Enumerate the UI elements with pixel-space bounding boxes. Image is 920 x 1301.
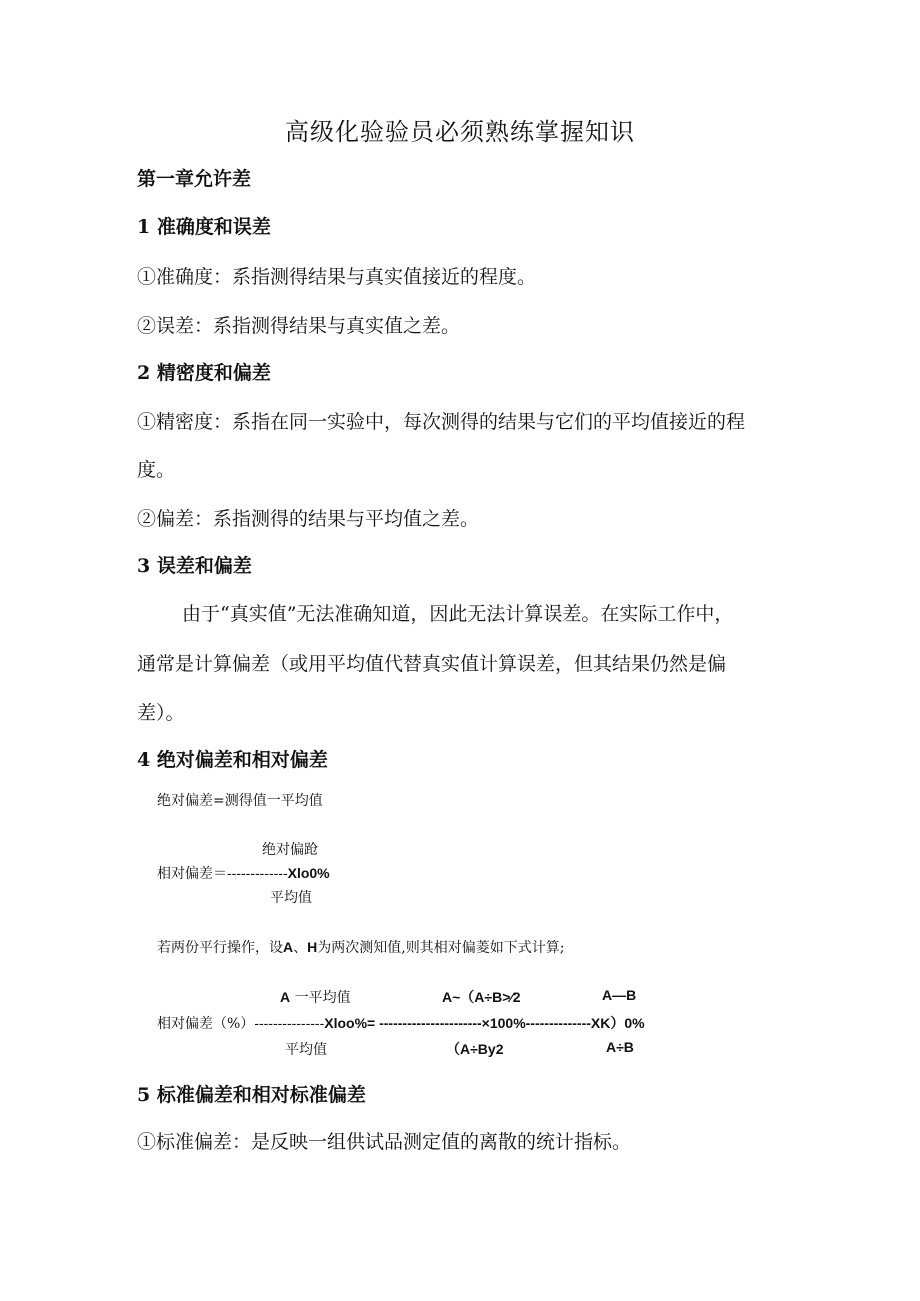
formula-denominator-2: （A÷By2 [446, 1041, 504, 1057]
section-1-item-2: ②误差：系指测得结果与真实值之差。 [137, 315, 461, 337]
relative-deviation-percent-formula [157, 1013, 645, 1033]
section-4-heading: 4 绝对偏差和相对偏差 [137, 749, 328, 771]
relative-deviation-denominator: 平均值 [270, 890, 312, 906]
absolute-deviation-formula: 绝对偏差=测得值一平均值 [157, 793, 323, 809]
section-3-line-2: 通常是计算偏差（或用平均值代替真实值计算误差，但其结果仍然是偏 [137, 653, 727, 675]
formula-label: 相对偏差（%） [157, 1016, 255, 1032]
relative-deviation-numerator: 绝对偏跄 [262, 842, 318, 858]
section-1-item-1: ①准确度：系指测得结果与真实值接近的程度。 [137, 266, 537, 288]
relative-deviation-label: 相对偏差＝ [157, 866, 227, 882]
section-5-heading: 5 标准偏差和相对标准偏差 [137, 1084, 366, 1106]
formula-numerator-1: A 一平均值 [280, 989, 351, 1006]
formula-line: Xloo%= ----------------------×100%--------------XK）0% [324, 1015, 645, 1031]
section-3-line-3: 差）。 [137, 702, 185, 724]
formula-denominator-1: 平均值 [285, 1042, 327, 1058]
formula-fraction-bar: --------------- [254, 1015, 325, 1031]
section-2-item-1-line-2: 度。 [137, 459, 176, 481]
section-2-item-1-line-1: ①精密度：系指在同一实验中，每次测得的结果与它们的平均值接近的程 [137, 411, 746, 433]
section-1-heading: 1 准确度和误差 [137, 216, 271, 238]
section-3-line-1: 由于“真实值”无法准确知道，因此无法计算误差。在实际工作中， [182, 603, 734, 625]
formula-denominator-3: A÷B [606, 1039, 634, 1055]
percent-multiplier: Xlo0% [287, 865, 330, 881]
fraction-bar: ------------- [227, 865, 288, 881]
formula-numerator-3: A—B [602, 987, 637, 1003]
section-2-item-2: ②偏差：系指测得的结果与平均值之差。 [137, 508, 480, 530]
parallel-operation-paragraph: 若两份平行操作，设A、H为两次测知值,则其相对偏菱如下式计算; [157, 939, 565, 956]
section-3-heading: 3 误差和偏差 [137, 555, 252, 577]
section-5-item-1: ①标准偏差：是反映一组供试品测定值的离散的统计指标。 [137, 1131, 632, 1153]
formula-numerator-2: A~（A÷B>⁄2 [442, 989, 521, 1005]
section-2-heading: 2 精密度和偏差 [137, 362, 271, 384]
chapter-heading: 第一章允许差 [137, 168, 252, 190]
relative-deviation-formula [157, 863, 330, 883]
document-title: 高级化验验员必须熟练掌握知识 [285, 118, 635, 146]
